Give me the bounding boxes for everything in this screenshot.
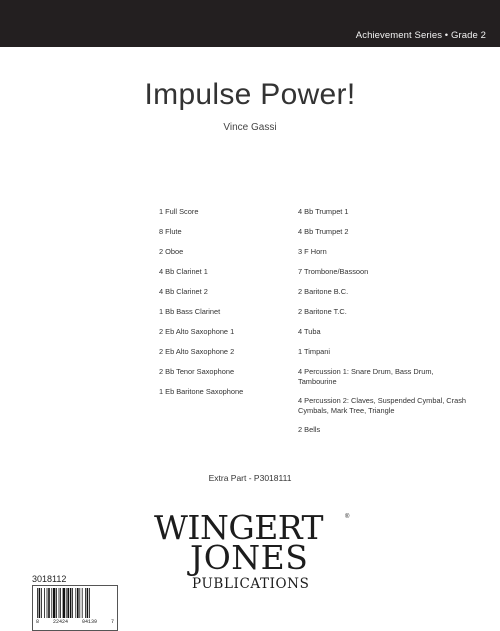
barcode-bar [59,588,60,618]
barcode-digits [36,619,114,625]
instrument-item: 2 Bb Tenor Saxophone [159,367,235,376]
barcode-bar [51,588,52,618]
barcode-bar [87,588,89,618]
instrument-item: 2 Eb Alto Saxophone 2 [159,347,235,356]
barcode-digit-group: 8 [36,619,40,625]
barcode-bar [56,588,57,618]
barcode-digit-group: 04139 [81,619,97,625]
barcode-bar [72,588,73,618]
barcode-bars [36,588,114,620]
barcode-digit-group: 22424 [52,619,68,625]
instrument-item: 1 Bb Bass Clarinet [159,307,221,316]
instrument-item: 4 Bb Trumpet 2 [298,227,349,236]
registered-mark: ® [345,514,350,520]
instrument-item: 2 Baritone T.C. [298,307,347,316]
barcode-digit-group: 7 [110,619,114,625]
series-label: Achievement Series • Grade 2 [355,30,486,41]
instrument-item: 7 Trombone/Bassoon [298,267,369,276]
barcode-bar [89,588,90,618]
barcode-bar [79,588,80,618]
instrument-item: 4 Bb Clarinet 2 [159,287,208,296]
instrument-item: 2 Baritone B.C. [298,287,349,296]
barcode-bar [75,588,76,618]
instrumentation-right-column [298,207,468,445]
barcode-bar [41,588,42,618]
instrument-item: 1 Eb Baritone Saxophone [159,387,244,396]
barcode-bar [47,588,48,618]
instrument-item: 8 Flute [159,227,182,236]
instrument-item: 4 Percussion 2: Claves, Suspended Cymbal, Crash Cymbals, Mark Tree, Triangle [298,396,467,415]
page-title: Impulse Power! [144,78,356,111]
barcode-bar [44,588,45,618]
instrument-item: 2 Oboe [159,247,184,256]
barcode-bar [70,588,72,618]
publisher-name-line3: PUBLICATIONS [192,576,310,592]
publisher-name-line2: JONES [190,538,309,577]
barcode-bar [63,588,65,618]
instrument-item: 1 Timpani [298,347,331,356]
barcode [32,585,118,631]
publisher-name-line1: WINGERT [154,508,324,547]
instrument-item: 4 Bb Clarinet 1 [159,267,208,276]
barcode-bar [37,588,38,618]
barcode-bar [48,588,50,618]
instrument-item: 1 Full Score [159,207,199,216]
barcode-bar [67,588,69,618]
barcode-bar [53,588,55,618]
barcode-bar [60,588,61,618]
instrument-item: 3 F Horn [298,247,327,256]
publisher-logo [150,510,360,600]
instrument-item: 4 Percussion 1: Snare Drum, Bass Drum, Tambourine [298,367,434,386]
barcode-bar [82,588,83,618]
extra-part-label: Extra Part - P3018111 [208,473,292,483]
header-bar [0,0,500,47]
instrument-item: 4 Tuba [298,327,321,336]
barcode-bar [85,588,86,618]
composer-name: Vince Gassi [223,122,277,133]
barcode-bar [77,588,79,618]
instrument-item: 4 Bb Trumpet 1 [298,207,349,216]
barcode-bar [66,588,67,618]
instrument-item: 2 Eb Alto Saxophone 1 [159,327,235,336]
instrument-item: 2 Bells [298,425,321,434]
barcode-bar [39,588,41,618]
catalog-number: 3018112 [32,574,67,584]
